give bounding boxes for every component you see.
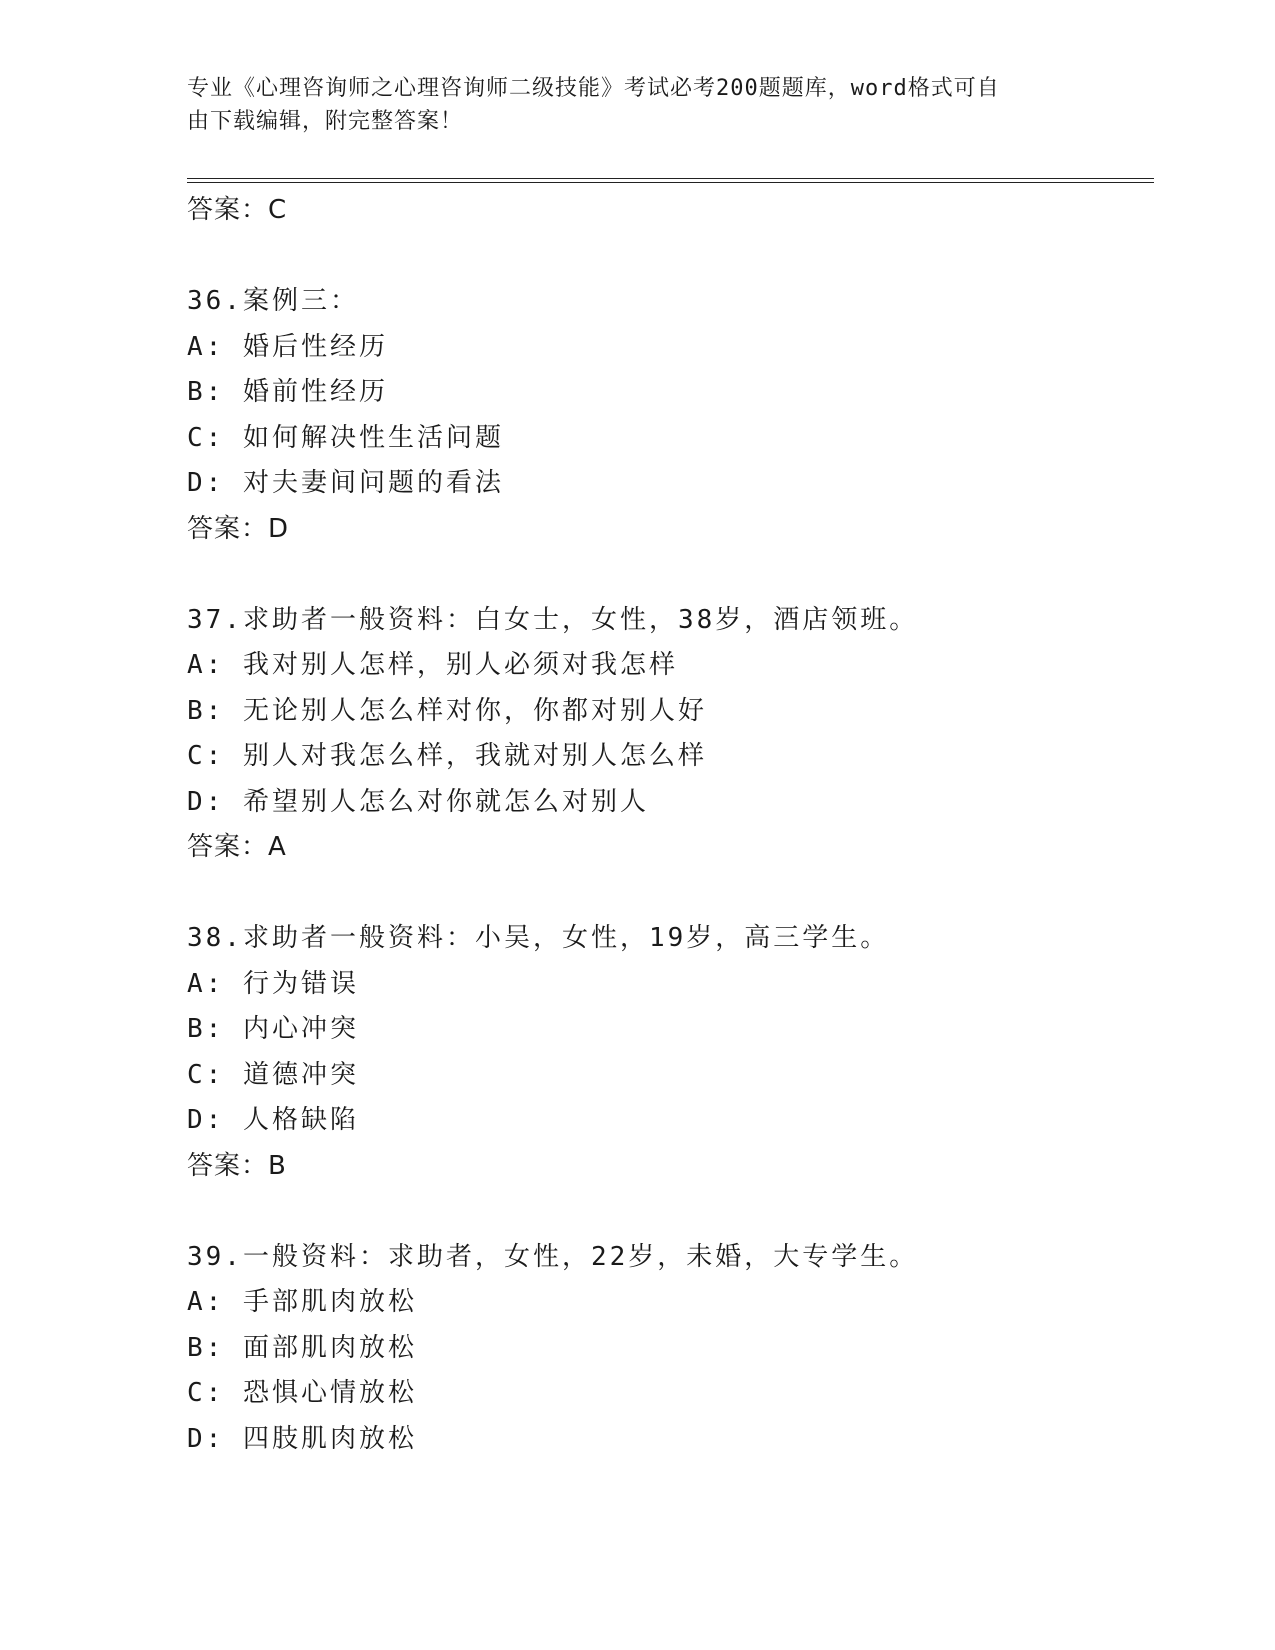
document-body <box>187 188 1147 1462</box>
header-line-1: 专业《心理咨询师之心理咨询师二级技能》考试必考200题题库，word格式可自 <box>187 76 1000 101</box>
spacer <box>187 871 1147 917</box>
option-c: C: 恐惧心情放松 <box>187 1378 417 1408</box>
option-b: B: 无论别人怎么样对你，你都对别人好 <box>187 695 707 726</box>
question-38 <box>187 916 1147 1189</box>
answer: 答案：A <box>187 832 287 862</box>
header-divider-bottom <box>187 182 1154 183</box>
option-c: C: 道德冲突 <box>187 1059 359 1090</box>
spacer <box>187 1189 1147 1235</box>
question-39 <box>187 1235 1147 1463</box>
option-b: B: 内心冲突 <box>187 1014 359 1044</box>
option-d: D: 对夫妻间问题的看法 <box>187 468 504 498</box>
spacer <box>187 234 1147 280</box>
question-37 <box>187 598 1147 871</box>
question-stem: 36.案例三： <box>187 286 359 316</box>
spacer <box>187 552 1147 598</box>
answer-35: 答案：C <box>187 195 288 225</box>
question-stem: 38.求助者一般资料：小吴，女性，19岁，高三学生。 <box>187 923 890 953</box>
option-c: C: 如何解决性生活问题 <box>187 422 504 453</box>
option-c: C: 别人对我怎么样，我就对别人怎么样 <box>187 741 707 771</box>
option-b: B: 婚前性经历 <box>187 377 388 407</box>
option-a: A: 行为错误 <box>187 968 359 999</box>
option-d: D: 四肢肌肉放松 <box>187 1423 417 1454</box>
answer: 答案：D <box>187 513 290 544</box>
option-a: A: 手部肌肉放松 <box>187 1287 417 1317</box>
option-d: D: 希望别人怎么对你就怎么对别人 <box>187 786 649 817</box>
question-36 <box>187 279 1147 552</box>
question-stem: 39.一般资料：求助者，女性，22岁，未婚，大专学生。 <box>187 1241 919 1272</box>
header-divider-top <box>187 178 1154 179</box>
question-stem: 37.求助者一般资料：白女士，女性，38岁，酒店领班。 <box>187 604 919 635</box>
option-a: A: 婚后性经历 <box>187 331 388 362</box>
answer: 答案：B <box>187 1150 287 1181</box>
option-a: A: 我对别人怎样，别人必须对我怎样 <box>187 650 678 680</box>
header-line-2: 由下载编辑，附完整答案！ <box>187 109 464 134</box>
option-d: D: 人格缺陷 <box>187 1105 359 1135</box>
option-b: B: 面部肌肉放松 <box>187 1332 417 1363</box>
document-header <box>187 72 1067 138</box>
